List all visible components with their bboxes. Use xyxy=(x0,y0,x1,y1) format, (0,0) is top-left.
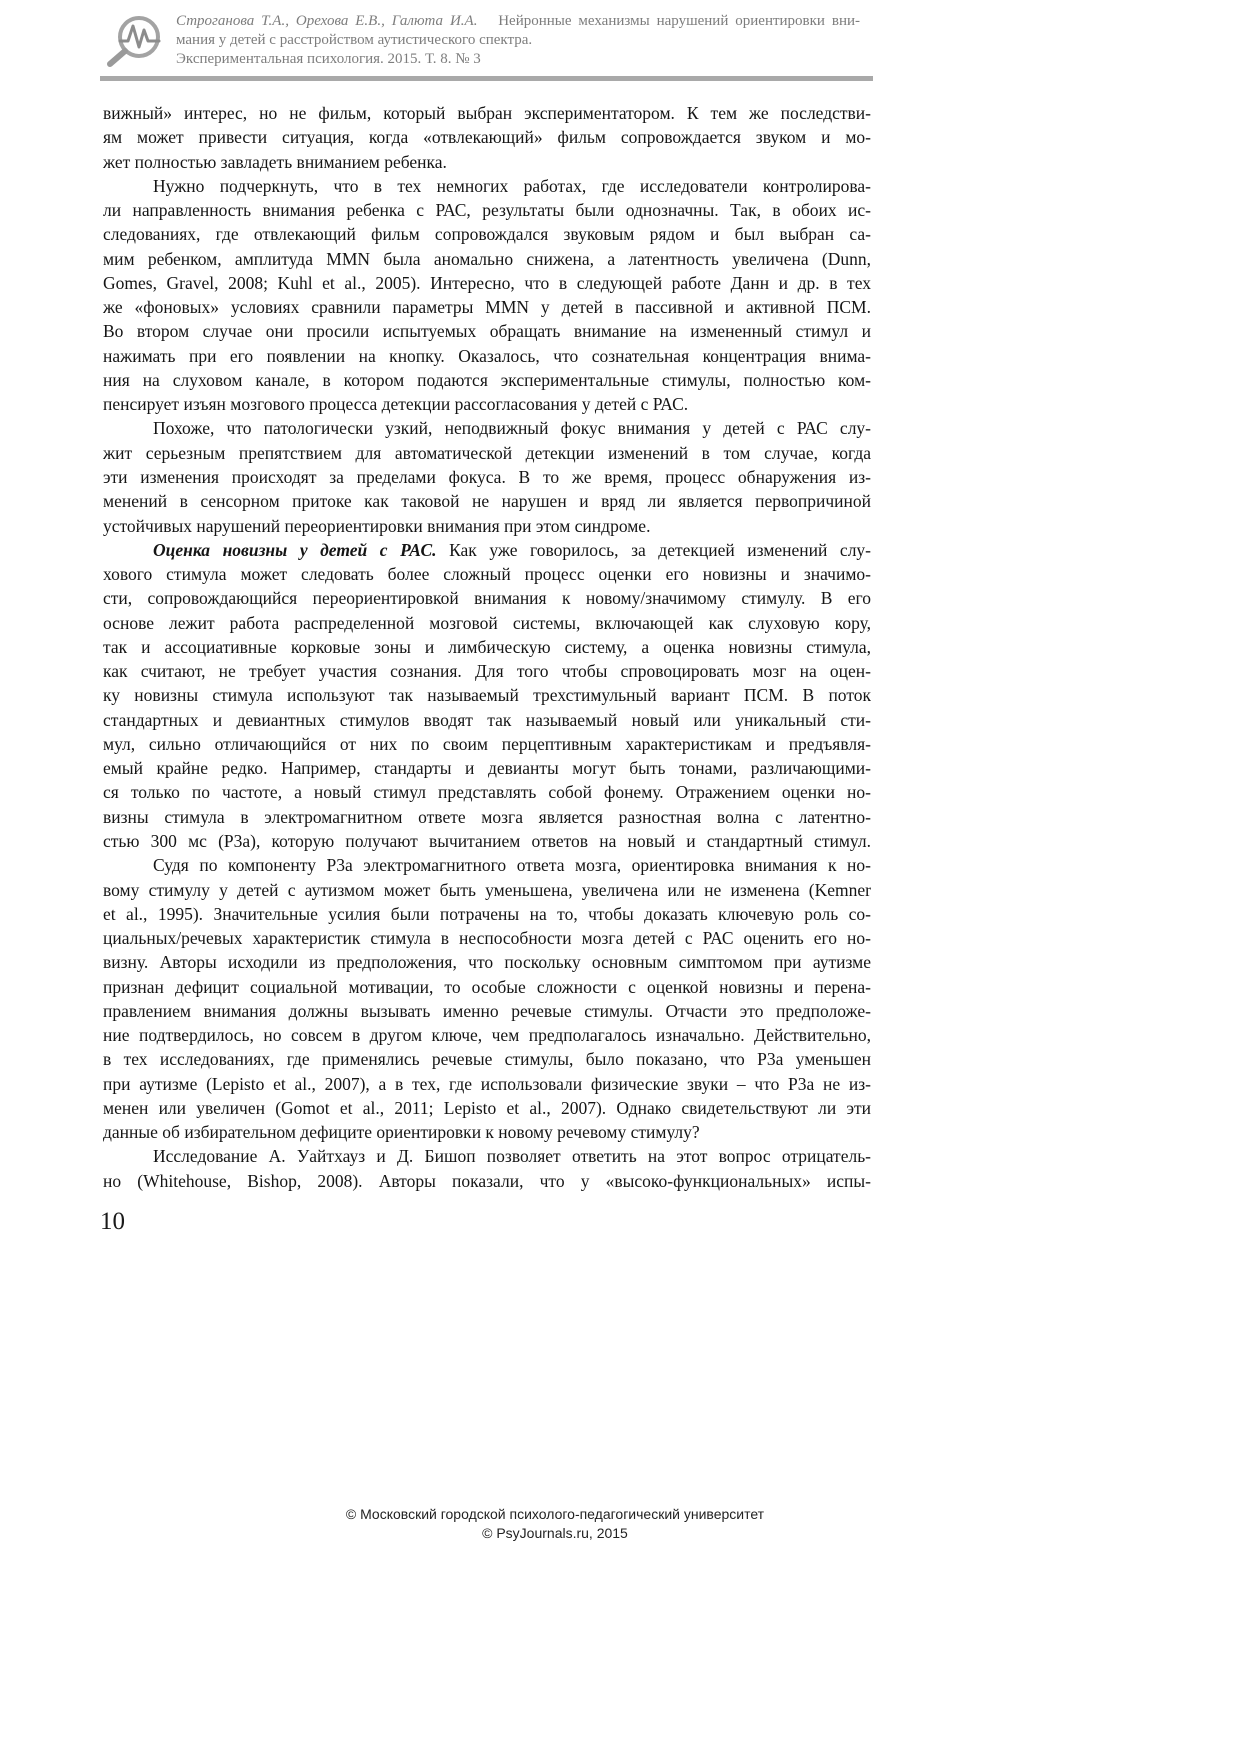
page-number: 10 xyxy=(100,1208,125,1235)
text-line: пенсирует изъян мозгового процесса детекции рассогласования у детей с РАС. xyxy=(103,394,689,415)
text-line: правлением внимания должны вызывать именно речевые стимулы. Отчасти это предположе- xyxy=(103,1000,871,1021)
text-line: ли направленность внимания ребенка с РАС, результаты были однозначны. Так, в обоих ис- xyxy=(103,200,871,221)
text-line: мим ребенком, амплитуда MMN была аномально снижена, а латентность увеличена (Dunn, xyxy=(103,248,871,269)
header-title-part-1: Нейронные механизмы нарушений ориентировки вни- xyxy=(498,13,860,29)
text-line: вому стимулу у детей с аутизмом может быть уменьшена, увеличена или не изменена (Kemner xyxy=(103,879,871,900)
text-line: жет полностью завладеть вниманием ребенка. xyxy=(103,151,447,172)
paragraph xyxy=(103,101,871,174)
text-line: признан дефицит социальной мотивации, то особые сложности с оценкой новизны и перена- xyxy=(103,976,871,997)
text-line: Судя по компоненту P3a электромагнитного ответа мозга, ориентировка внимания к но- xyxy=(153,855,871,876)
paragraph xyxy=(103,416,871,537)
text-line: et al., 1995). Значительные усилия были потрачены на то, чтобы доказать ключевую роль со- xyxy=(103,903,871,924)
article-body xyxy=(103,101,871,1193)
text-line: же «фоновых» условиях сравнили параметры MMN у детей в пассивной и активной ПСМ. xyxy=(103,297,871,318)
text-line: ние подтвердилось, но совсем в другом ключе, чем предполагалось изначально. Действительно, xyxy=(103,1025,871,1046)
text-line: так и ассоциативные корковые зоны и лимбическую систему, а оценка новизны стимула, xyxy=(103,636,871,657)
text-line: визны стимула в электромагнитном ответе мозга является разностная волна с латентно- xyxy=(103,806,871,827)
text-line: Gomes, Gravel, 2008; Kuhl et al., 2005). Интересно, что в следующей работе Данн и др. в тех xyxy=(103,272,871,293)
paragraph xyxy=(103,853,871,1144)
journal-logo-icon xyxy=(101,12,167,68)
text-line: данные об избирательном дефиците ориентировки к новому речевому стимулу? xyxy=(103,1122,700,1143)
footer-copyright-university: © Московский городской психолого-педагогический университет xyxy=(345,1506,765,1522)
text-line: мул, сильно отличающийся от них по своим перцептивным характеристикам и предъявля- xyxy=(103,733,871,754)
paragraph xyxy=(103,538,871,853)
text-line: циальных/речевых характеристик стимула в неспособности мозга детей с РАС оценить его но- xyxy=(103,928,871,949)
header-line-1 xyxy=(176,12,860,31)
header-divider xyxy=(100,76,873,81)
text-line: при аутизме (Lepisto et al., 2007), а в тех, где использовали физические звуки – что P3a не из- xyxy=(103,1073,871,1094)
paragraph xyxy=(103,174,871,417)
text-line xyxy=(103,538,871,562)
paragraph xyxy=(103,1144,871,1193)
text-line: Исследование А. Уайтхауз и Д. Бишоп позволяет ответить на этот вопрос отрицатель- xyxy=(153,1146,871,1167)
text-line: следованиях, где отвлекающий фильм сопровождался звуковым рядом и был выбран са- xyxy=(103,224,871,245)
text-line: менен или увеличен (Gomot et al., 2011; Lepisto et al., 2007). Однако свидетельствуют ли эти xyxy=(103,1097,871,1118)
text-line: Нужно подчеркнуть, что в тех немногих работах, где исследователи контролирова- xyxy=(153,175,871,196)
text-line: но (Whitehouse, Bishop, 2008). Авторы показали, что у «высоко-функциональных» испы- xyxy=(103,1170,871,1191)
text-line: сти, сопровождающийся переориентировкой внимания к новому/значимому стимулу. В его xyxy=(103,588,871,609)
text-line: ся только по частоте, а новый стимул представлять собой фонему. Отражением оценки но- xyxy=(103,782,871,803)
text-line: эти изменения происходят за пределами фокуса. В то же время, процесс обнаружения из- xyxy=(103,466,871,487)
text-line: вижный» интерес, но не фильм, который выбран экспериментатором. К тем же последстви- xyxy=(103,103,871,123)
text-line: ния на слуховом канале, в котором подаются экспериментальные стимулы, полностью ком- xyxy=(103,369,871,390)
header-title-part-2: мания у детей с расстройством аутистического спектра. xyxy=(176,32,533,48)
text-line: менений в сенсорном притоке как таковой не нарушен и вряд ли является первопричиной xyxy=(103,491,871,512)
text-line: Похоже, что патологически узкий, неподвижный фокус внимания у детей с РАС слу- xyxy=(153,418,871,439)
text-line: как считают, не требует участия сознания. Для того чтобы спровоцировать мозг на оцен- xyxy=(103,661,871,682)
text-line: жит серьезным препятствием для автоматической детекции изменений в том случае, когда xyxy=(103,442,871,463)
text-line: стью 300 мс (P3a), которую получают вычитанием ответов на новый и стандартный стимул. xyxy=(103,830,871,851)
running-header xyxy=(176,12,860,69)
text-line: визну. Авторы исходили из предположения, что поскольку основным симптомом при аутизме xyxy=(103,952,871,973)
header-journal-citation: Экспериментальная психология. 2015. Т. 8. № 3 xyxy=(176,51,481,67)
header-authors: Строганова Т.А., Орехова Е.В., Галюта И.А. xyxy=(176,13,478,29)
text-line: в тех исследованиях, где применялись речевые стимулы, было показано, что P3a уменьшен xyxy=(103,1049,871,1070)
footer-copyright-site: © PsyJournals.ru, 2015 xyxy=(482,1525,628,1541)
text-line: ку новизны стимула используют так называемый трехстимульный вариант ПСМ. В поток xyxy=(103,685,871,706)
text-line: Во втором случае они просили испытуемых обращать внимание на измененный стимул и xyxy=(103,321,871,342)
text-line: ям может привести ситуация, когда «отвлекающий» фильм сопровождается звуком и мо- xyxy=(103,127,871,148)
text-line: стандартных и девиантных стимулов вводят так называемый новый или уникальный сти- xyxy=(103,709,871,730)
section-lead-heading: Оценка новизны у детей с РАС. xyxy=(153,539,437,560)
text-line: устойчивых нарушений переориентировки внимания при этом синдроме. xyxy=(103,515,651,536)
text-line-rest: Как уже говорилось, за детекцией изменений слу- xyxy=(449,539,872,560)
text-line: хового стимула может следовать более сложный процесс оценки его новизны и значимо- xyxy=(103,564,871,585)
text-line: нажимать при его появлении на кнопку. Оказалось, что сознательная концентрация внима- xyxy=(103,345,871,366)
text-line: емый крайне редко. Например, стандарты и девианты могут быть тонами, различающими- xyxy=(103,758,871,779)
copyright-footer xyxy=(300,1505,810,1543)
text-line: основе лежит работа распределенной мозговой системы, включающей как слуховую кору, xyxy=(103,612,871,633)
